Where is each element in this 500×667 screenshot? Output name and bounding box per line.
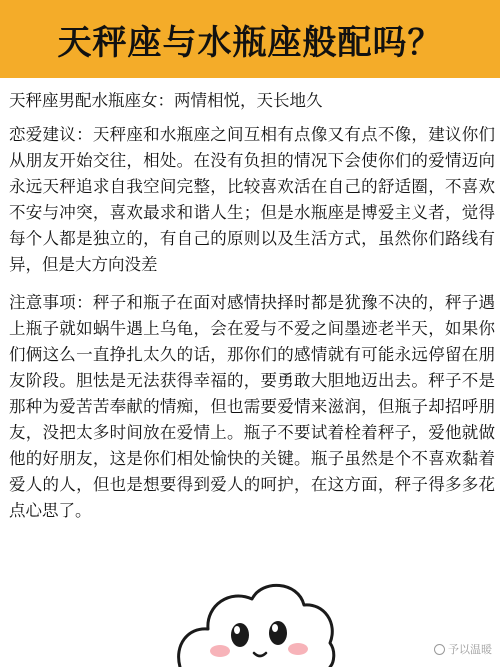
paragraph-match: 天秤座男配水瓶座女：两情相悦，天长地久 (9, 91, 323, 110)
page-title: 天秤座与水瓶座般配吗？ (57, 22, 443, 63)
watermark (434, 641, 492, 657)
paragraph-advice: 恋爱建议：天秤座和水瓶座之间互相有点像又有点不像，建议你们从朋友开始交往，相处。在没有负担的情况下会使你们的爱情迈向永远天秤追求自我空间完整，比较喜欢活在自己的舒适圈，不喜欢不安与冲突，喜欢最求和谐人生；但是水瓶座是博爱主义者，觉得每个人都是独立的，有自己的原则以及生活方式，虽然你们路线有异，但是大方向没差 (9, 125, 495, 274)
watermark-logo-icon (434, 644, 445, 655)
watermark-text: 予以温暖 (448, 643, 492, 656)
cloud-mascot-icon (170, 575, 340, 667)
title-banner (0, 0, 500, 78)
article-body (9, 88, 495, 536)
paragraph-notes: 注意事项：秤子和瓶子在面对感情抉择时都是犹豫不决的，秤子遇上瓶子就如蜗牛遇上乌龟，会在爱与不爱之间墨迹老半天，如果你们俩这么一直挣扎太久的话，那你们的感情就有可能永远停留在朋友阶段。胆怯是无法获得幸福的，要勇敢大胆地迈出去。秤子不是那种为爱苦苦奉献的情痴，但也需要爱情来滋润，但瓶子却招呼朋友，没把太多时间放在爱情上。瓶子不要试着栓着秤子，爱他就做他的好朋友，这是你们相处愉快的关键。瓶子虽然是个不喜欢黏着爱人的人，但也是想要得到爱人的呵护，在这方面，秤子得多多花点心思了。 (9, 293, 495, 520)
